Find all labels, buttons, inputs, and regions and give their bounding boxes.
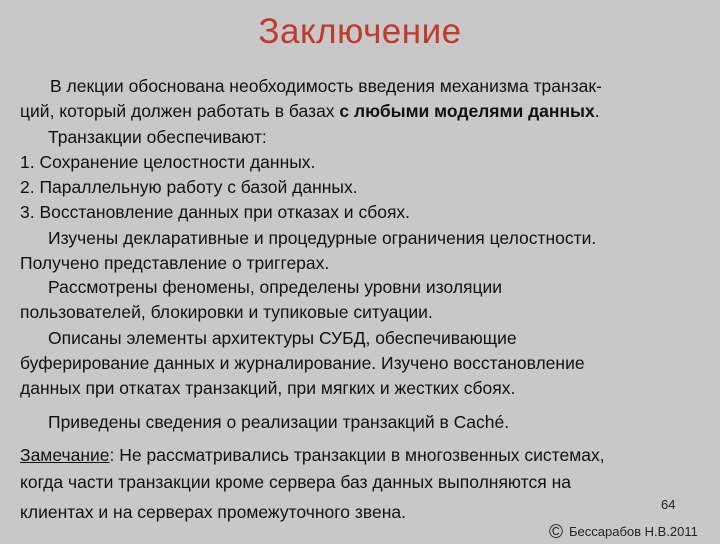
note-line-1 — [20, 442, 700, 469]
copyright — [549, 522, 698, 544]
paragraph-isolation — [20, 275, 700, 325]
intro-line-2-end: . — [594, 101, 600, 121]
architecture-line-1: Описаны элементы архитектуры СУБД, обеспечивающие — [48, 328, 517, 348]
list-item-2: 2. Параллельную работу с базой данных. — [20, 177, 358, 197]
list-item-3: 3. Восстановление данных при отказах и сбоях. — [20, 202, 411, 222]
paragraph-intro — [20, 74, 700, 124]
note-line-1-rest: : Не рассматривались транзакции в многозвенных системах, — [109, 445, 605, 465]
note-label: Замечание — [20, 445, 110, 465]
intro-emphasis: с любыми моделями данных — [339, 101, 595, 121]
paragraph-constraints — [20, 226, 700, 276]
paragraph-architecture — [20, 326, 700, 401]
paragraph-cache — [20, 410, 700, 435]
intro-line-1: В лекции обоснована необходимость введения механизма транзак- — [50, 76, 602, 96]
paragraph-transactions — [20, 125, 700, 225]
transactions-heading: Транзакции обеспечивают: — [48, 127, 267, 147]
architecture-line-3: данных при откатах транзакций, при мягких и жестких сбоях. — [20, 378, 516, 398]
paragraph-note — [20, 442, 700, 526]
note-line-2: когда части транзакции кроме сервера баз данных выполняются на — [20, 472, 571, 492]
intro-line-2-start: ций, который должен работать в базах — [20, 101, 340, 121]
note-line-3: клиентах и на серверах промежуточного звена. — [20, 502, 406, 522]
cache-line: Приведены сведения о реализации транзакций в Caché. — [48, 412, 510, 432]
architecture-line-2: буферирование данных и журналирование. Изучено восстановление — [20, 353, 585, 373]
list-item-1: 1. Сохранение целостности данных. — [20, 152, 316, 172]
constraints-line-2: Получено представление о триггерах. — [20, 253, 330, 273]
isolation-line-1: Рассмотрены феномены, определены уровни изоляции — [48, 277, 503, 297]
copyright-icon: © — [549, 522, 563, 543]
copyright-text: Бессарабов Н.В.2011 — [569, 524, 698, 539]
slide-title: Заключение — [258, 12, 462, 51]
isolation-line-2: пользователей, блокировки и тупиковые ситуации. — [20, 302, 433, 322]
constraints-line-1: Изучены декларативные и процедурные ограничения целостности. — [48, 228, 597, 248]
intro-line-2 — [20, 99, 700, 124]
page-number: 64 — [661, 497, 676, 512]
